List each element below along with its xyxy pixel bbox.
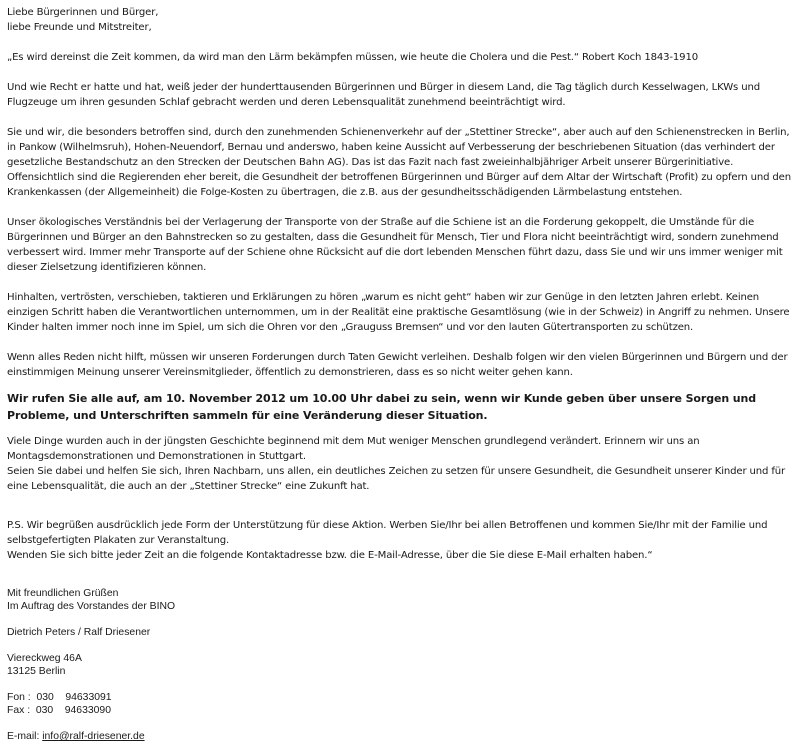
greeting-line-1: Liebe Bürgerinnen und Bürger,	[7, 7, 159, 18]
email-body	[7, 5, 795, 743]
street-address: Viereckweg 46A	[7, 653, 82, 664]
letter-text	[7, 5, 795, 563]
call-to-action: Wir rufen Sie alle auf, am 10. November 2012 um 10.00 Uhr dabei zu sein, wenn wir Kunde geben über unsere Sorgen und Probleme, und Unterschriften sammeln für eine Veränderung dieser Situation.	[7, 392, 757, 422]
email-label: E-mail:	[7, 731, 43, 742]
signer-names: Dietrich Peters / Ralf Driesener	[7, 627, 151, 638]
on-behalf: Im Auftrag des Vorstandes der BINO	[7, 601, 176, 612]
paragraph-1: Und wie Recht er hatte und hat, weiß jeder der hunderttausenden Bürgerinnen und Bürger in diesem Land, die Tag täglich durch Kesselwagen, LKWs und Flugzeuge um ihren gesunden Schlaf gebracht werden und deren Lebensqualität zunehmend beeinträchtigt wird.	[7, 82, 760, 108]
email-link[interactable]: info@ralf-driesener.de	[42, 731, 145, 742]
signature-block	[7, 587, 795, 743]
email-line	[7, 730, 795, 743]
paragraph-4: Hinhalten, vertrösten, verschieben, taktieren und Erklärungen zu hören „warum es nicht geht“ haben wir zur Genüge in den letzten Jahren erlebt. Keinen einzigen Schritt haben die Verantwortlichen unternommen, um in der Realität eine praktische Gesamtlösung (wie in der Schweiz) in Angriff zu nehmen. Unsere Kinder halten immer noch inne im Spiel, um sich die Ohren vor den „Grauguss Bremsen“ und vor den lauten Gütertransporten zu schützen.	[7, 292, 790, 333]
paragraph-6b: Seien Sie dabei und helfen Sie sich, Ihren Nachbarn, uns allen, ein deutliches Zeichen zu setzen für unsere Gesundheit, die Gesundheit unserer Kinder und für eine Lebensqualität, die auch an der „Stettiner Strecke“ eine Zukunft hat.	[7, 466, 785, 492]
paragraph-5: Wenn alles Reden nicht hilft, müssen wir unseren Forderungen durch Taten Gewicht verleihen. Deshalb folgen wir den vielen Bürgerinnen und Bürgern und der einstimmigen Meinung unserer Vereinsmitglieder, öffentlich zu demonstrieren, dass es so nicht weiter gehen kann.	[7, 352, 788, 378]
greeting-line-2: liebe Freunde und Mitstreiter,	[7, 22, 152, 33]
postscript-contact: Wenden Sie sich bitte jeder Zeit an die folgende Kontaktadresse bzw. die E-Mail-Adresse, über die Sie diese E-Mail erhalten haben.“	[7, 550, 653, 561]
paragraph-2: Sie und wir, die besonders betroffen sind, durch den zunehmenden Schienenverkehr auf der „Stettiner Strecke“, aber auch auf den Schienenstrecken in Berlin, in Pankow (Wilhelmsruh), Hohen-Neuendorf, Bernau und anderswo, haben keine Aussicht auf Verbesserung der beschriebenen Situation (das verhindert der gesetzliche Bestandschutz an den Strecken der Deutschen Bahn AG). Das ist das Fazit nach fast zweieinhalbjähriger Arbeit unserer Bürgerinitiative. Offensichtlich sind die Regierenden eher bereit, die Gesundheit der betroffenen Bürgerinnen und Bürger auf dem Altar der Wirtschaft (Profit) zu opfern und den Krankenkassen (der Allgemeinheit) die Folge-Kosten zu übertragen, die z.B. aus der gesundheitsschädigenden Lärmbelastung entstehen.	[7, 127, 791, 198]
city-address: 13125 Berlin	[7, 666, 66, 677]
koch-quote: „Es wird dereinst die Zeit kommen, da wird man den Lärm bekämpfen müssen, wie heute die Cholera und die Pest.“ Robert Koch 1843-1910	[7, 52, 698, 63]
closing: Mit freundlichen Grüßen	[7, 588, 119, 599]
phone-number: Fon : 030 94633091	[7, 692, 112, 703]
postscript: P.S. Wir begrüßen ausdrücklich jede Form der Unterstützung für diese Aktion. Werben Sie/Ihr bei allen Betroffenen und kommen Sie/Ihr mit der Familie und selbstgefertigten Plakaten zur Veranstaltung.	[7, 520, 768, 546]
paragraph-3: Unser ökologisches Verständnis bei der Verlagerung der Transporte von der Straße auf die Schiene ist an die Forderung gekoppelt, die Umstände für die Bürgerinnen und Bürger an den Bahnstrecken so zu gestalten, dass die Gesundheit für Mensch, Tier und Flora nicht beeinträchtigt wird, sondern zunehmend verbessert wird. Immer mehr Transporte auf der Schiene ohne Rücksicht auf die dort lebenden Menschen führt dazu, dass Sie und wir uns immer weniger mit dieser Zielsetzung identifizieren können.	[7, 217, 783, 273]
fax-number: Fax : 030 94633090	[7, 705, 111, 716]
paragraph-6a: Viele Dinge wurden auch in der jüngsten Geschichte beginnend mit dem Mut weniger Menschen grundlegend verändert. Erinnern wir uns an Montagsdemonstrationen und Demonstrationen in Stuttgart.	[7, 436, 700, 462]
